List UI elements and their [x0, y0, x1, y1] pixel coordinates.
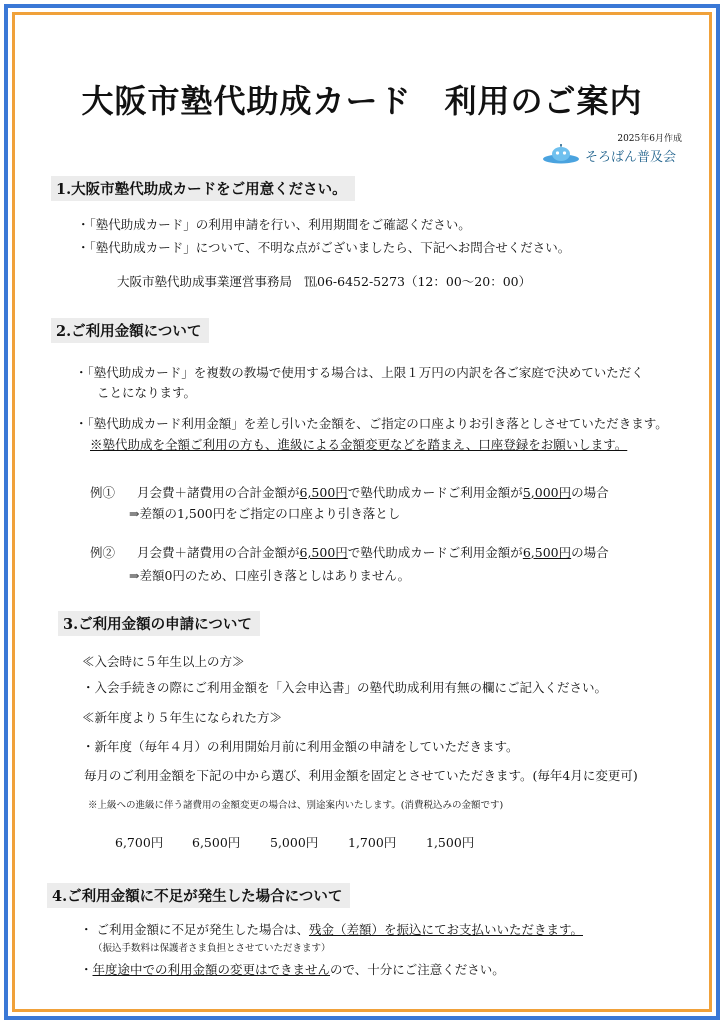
section-3-subheading-1: ≪入会時に５年生以上の方≫ — [82, 654, 245, 669]
section-1-heading: 1.大阪市塾代助成カードをご用意ください。 — [51, 176, 355, 201]
amount-option: 5,000円 — [270, 835, 319, 850]
example-2-text-3: の場合 — [571, 545, 609, 560]
example-1-result: ⇒差額の1,500円をご指定の口座より引き落とし — [129, 506, 401, 521]
example-1-text-2: で塾代助成カードご利用金額が — [347, 485, 523, 500]
example-1-text-1: 月会費＋諸費用の合計金額が — [136, 485, 300, 500]
example-1-label: 例① — [90, 485, 116, 500]
created-date: 2025年6月作成 — [617, 134, 682, 144]
section-4-bullet-1-text: ・ ご利用金額に不足が発生した場合は、 — [80, 922, 309, 937]
example-2-result: ⇒差額0円のため、口座引き落としはありません。 — [129, 568, 411, 583]
example-2-card-amount: 6,500円 — [522, 545, 572, 560]
section-4-bullet-2-emphasis: 年度途中での利用金額の変更はできません — [92, 962, 331, 977]
example-1 — [90, 483, 609, 501]
section-4-bullet-2-text: ので、十分にご注意ください。 — [330, 962, 505, 977]
section-1-bullet-1: ・「塾代助成カード」の利用申請を行い、利用期間をご確認ください。 — [77, 217, 471, 232]
section-2-bullet-1-cont: ことになります。 — [97, 385, 197, 400]
example-1-text-3: の場合 — [571, 485, 609, 500]
logo — [541, 144, 676, 166]
section-4-bullet-2 — [80, 960, 505, 978]
example-1-total: 6,500円 — [299, 485, 348, 500]
section-2-note: ※塾代助成を全額ご利用の方も、進級による金額変更などを踏まえ、口座登録をお願いします。 — [90, 437, 628, 452]
section-3-subheading-2: ≪新年度より５年生になられた方≫ — [82, 710, 283, 725]
example-2 — [90, 543, 609, 561]
section-2-heading: 2.ご利用金額について — [51, 318, 209, 343]
page-title: 大阪市塾代助成カード 利用のご案内 — [81, 82, 643, 120]
section-3-bullet-2: ・新年度（毎年４月）の利用開始月前に利用金額の申請をしていただきます。 — [82, 739, 519, 754]
logo-text: そろばん普及会 — [585, 149, 677, 165]
section-3-bullet-1: ・入会手続きの際にご利用金額を「入会申込書」の塾代助成利用有無の欄にご記入ください。 — [82, 680, 608, 695]
amount-option: 1,500円 — [426, 835, 475, 850]
section-1-bullet-2: ・「塾代助成カード」について、不明な点がございましたら、下記へお問合せください。 — [77, 240, 571, 255]
example-2-label: 例② — [90, 545, 116, 560]
example-2-text-1: 月会費＋諸費用の合計金額が — [136, 545, 300, 560]
section-4-bullet-1-emphasis: 残金（差額）を振込にてお支払いいただきます。 — [308, 922, 583, 937]
section-4-heading: 4.ご利用金額に不足が発生した場合について — [47, 883, 350, 908]
amount-option: 6,700円 — [115, 835, 164, 850]
example-2-total: 6,500円 — [299, 545, 348, 560]
section-2-bullet-1: ・「塾代助成カード」を複数の教場で使用する場合は、上限１万円の内訳を各ご家庭で決めていただく — [75, 365, 644, 380]
section-2-bullet-2: ・「塾代助成カード利用金額」を差し引いた金額を、ご指定の口座よりお引き落としさせていただきます。 — [75, 416, 668, 431]
section-3-heading: 3.ご利用金額の申請について — [58, 611, 260, 636]
section-4-fee-note: （振込手数料は保護者さま負担とさせていただきます） — [93, 943, 331, 954]
section-4-bullet-1 — [80, 920, 583, 938]
section-3-description: 毎月のご利用金額を下記の中から選び、利用金額を固定とさせていただきます。(毎年4月に変更可) — [84, 768, 638, 783]
flying-saucer-icon — [541, 144, 581, 166]
example-2-text-2: で塾代助成カードご利用金額が — [347, 545, 523, 560]
bullet-dot: ・ — [80, 962, 93, 977]
amount-option: 6,500円 — [192, 835, 241, 850]
amount-option: 1,700円 — [348, 835, 397, 850]
example-1-card-amount: 5,000円 — [522, 485, 572, 500]
contact-office: 大阪市塾代助成事業運営事務局 ℡06-6452-5273（12：00～20：00） — [117, 274, 532, 289]
section-3-note: ※上級への進級に伴う諸費用の金額変更の場合は、別途案内いたします。(消費税込みの金額です) — [88, 800, 504, 811]
